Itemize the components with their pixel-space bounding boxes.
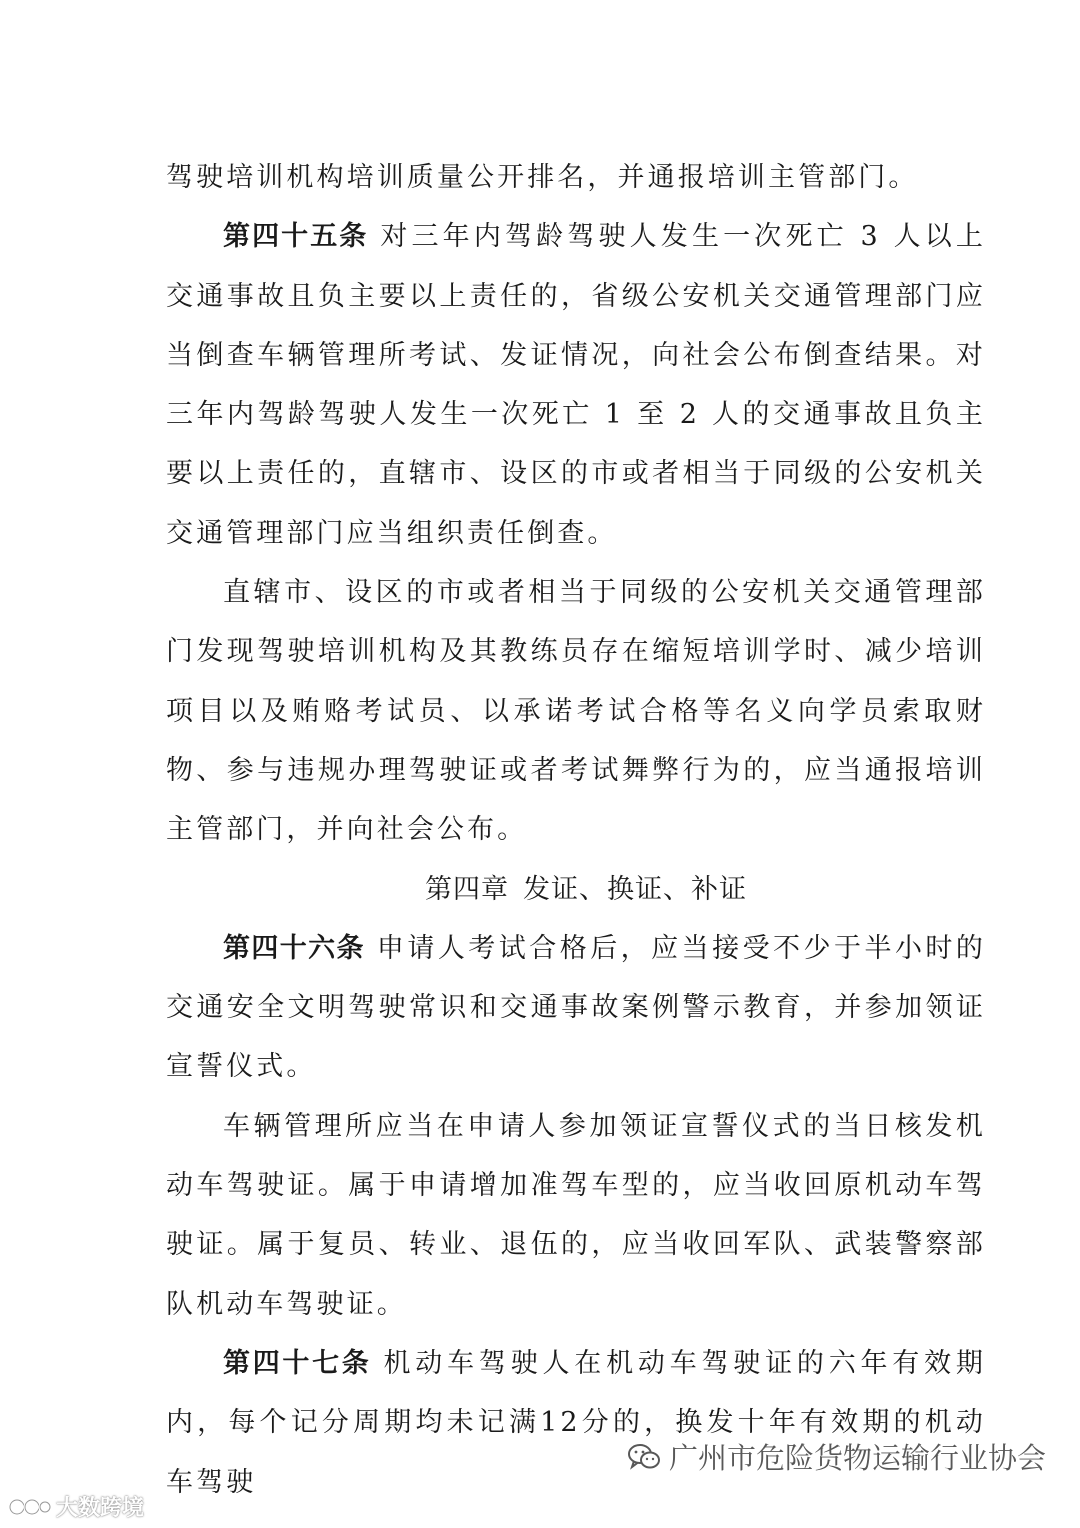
- chapter-number: 第四章: [425, 873, 509, 905]
- wechat-icon: [627, 1443, 661, 1471]
- article-47-text: 机动车驾驶人在机动车驾驶证的六年有效期内，每个记分周期均未记满12分的，换发十年有效期的机动车驾驶: [166, 1347, 986, 1498]
- chapter-heading: [166, 860, 986, 919]
- article-47-label: 第四十七条: [223, 1347, 372, 1379]
- article-45-paragraph-2: 直辖市、设区的市或者相当于同级的公安机关交通管理部门发现驾驶培训机构及其教练员存在缩短培训学时、减少培训项目以及贿赂考试员、以承诺考试合格等名义向学员索取财物、参与违规办理驾驶证或者考试舞弊行为的，应当通报培训主管部门，并向社会公布。: [166, 577, 986, 846]
- chapter-title: 发证、换证、补证: [523, 873, 747, 905]
- watermark-publisher-text: 广州市危险货物运输行业协会: [668, 1441, 1046, 1475]
- article-45: [166, 207, 986, 563]
- article-45-label: 第四十五条: [223, 221, 369, 253]
- article-47: [166, 1334, 986, 1512]
- watermark-brand: [8, 1491, 144, 1522]
- article-45-text: 对三年内驾龄驾驶人发生一次死亡 3 人以上交通事故且负主要以上责任的，省级公安机关交通管理部门应当倒查车辆管理所考试、发证情况，向社会公布倒查结果。对三年内驾龄驾驶人发生一次死亡 1 至 2 人的交通事故且负主要以上责任的，直辖市、设区的市或者相当于同级的公安机关交通管理部门应当组织责任倒查。: [166, 221, 986, 549]
- paragraph-continuation: 驾驶培训机构培训质量公开排名，并通报培训主管部门。: [166, 162, 919, 193]
- article-46-text: 申请人考试合格后，应当接受不少于半小时的交通安全文明驾驶常识和交通事故案例警示教育，并参加领证宣誓仪式。: [166, 932, 986, 1083]
- article-46-label: 第四十六条: [223, 932, 365, 964]
- brand-logo-icon: [8, 1494, 52, 1520]
- watermark-brand-text: 大数跨境: [56, 1496, 145, 1521]
- document-page: [166, 148, 986, 1512]
- article-46: [166, 919, 986, 1097]
- watermark-publisher: [627, 1436, 1046, 1477]
- article-46-paragraph-2: 车辆管理所应当在申请人参加领证宣誓仪式的当日核发机动车驾驶证。属于申请增加准驾车型的，应当收回原机动车驾驶证。属于复员、转业、退伍的，应当收回军队、武装警察部队机动车驾驶证。: [166, 1110, 986, 1320]
